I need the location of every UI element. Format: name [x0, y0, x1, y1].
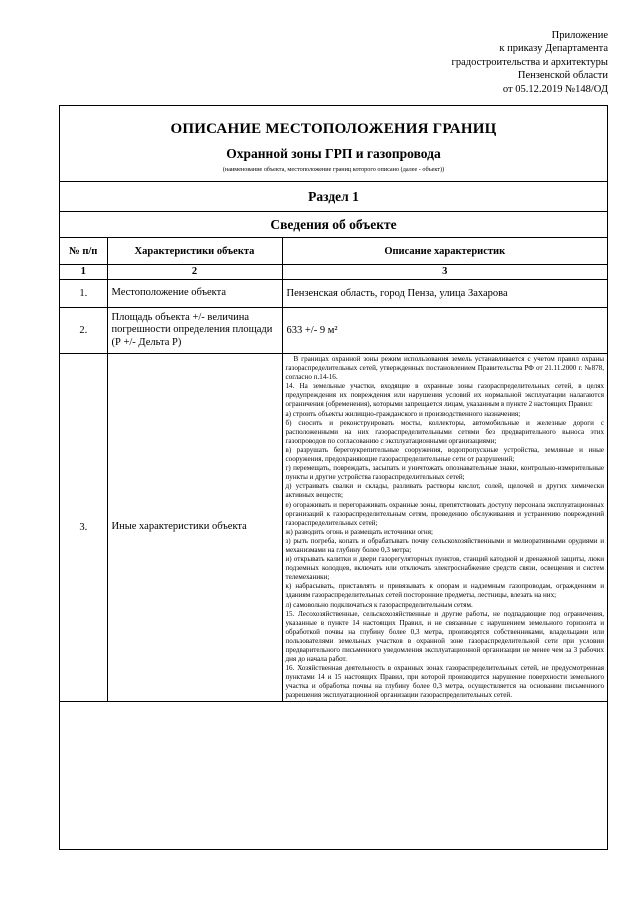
- appendix-line: Приложение: [551, 30, 608, 41]
- row-description: 633 +/- 9 м²: [282, 308, 607, 354]
- row-number: 2.: [60, 308, 107, 354]
- description-paragraph: 14. На земельные участки, входящие в охранные зоны газораспределительных сетей, в целях предупреждения их повреждения или нарушения условий их нормальной эксплуатации налагаются ограничения (обременения), которыми запрещается лицам, указанным в пункте 2 настоящих Правил:: [285, 382, 604, 409]
- description-paragraph: к) набрасывать, приставлять и привязывать к опорам и надземным газопроводам, ограждениям и зданиям газораспределительных сетей посторонние предметы, лестницы, влезать на них;: [285, 582, 604, 600]
- row-characteristic: Площадь объекта +/- величина погрешности определения площади (Р +/- Дельта Р): [107, 308, 282, 354]
- description-paragraph: ж) разводить огонь и размещать источники огня;: [285, 527, 433, 536]
- title-block: [60, 106, 607, 182]
- description-paragraph: 16. Хозяйственная деятельность в охранных зонах газораспределительных сетей, не предусмотренная пунктами 14 и 15 настоящих Правил, при которой производится нарушение поверхности земельного участка и обработка почвы на глубину более 0,3 метра, осуществляется на основании письменного разрешения эксплуатационной организации газораспределительных сетей.: [285, 664, 604, 700]
- object-info-table: [60, 238, 607, 702]
- description-paragraph: б) сносить и реконструировать мосты, коллекторы, автомобильные и железные дороги с расположенными на них газораспределительными сетями без предварительного выноса этих газопроводов по согласованию с эксплуатационными организациями;: [285, 418, 604, 445]
- document-caption: (наименование объекта, местоположение границ которого описано (далее - объект)): [222, 166, 445, 173]
- column-index: 1: [60, 265, 107, 280]
- column-index: 2: [107, 265, 282, 280]
- table-row: [60, 280, 607, 308]
- description-paragraph: е) огораживать и перегораживать охранные зоны, препятствовать доступу персонала эксплуатационных организаций к газораспределительным сетям, проведению обслуживания и устранению повреждений газораспределительных сетей;: [285, 500, 604, 527]
- appendix-line: Пензенской области: [517, 70, 608, 82]
- description-paragraph: г) перемещать, повреждать, засыпать и уничтожать опознавательные знаки, контрольно-измерительные пункты и другие устройства газораспределительных сетей;: [285, 464, 604, 482]
- document-title: ОПИСАНИЕ МЕСТОПОЛОЖЕНИЯ ГРАНИЦ: [170, 121, 497, 137]
- description-paragraph: и) открывать калитки и двери газорегуляторных пунктов, станций катодной и дренажной защиты, люки подземных колодцев, включать или отключать электроснабжение средств связи, освещения и систем телемеханики;: [285, 555, 604, 582]
- description-paragraph: л) самовольно подключаться к газораспределительным сетям.: [285, 600, 473, 609]
- description-paragraph: В границах охранной зоны режим использования земель устанавливается с учетом правил охраны газораспределительных сетей, утвержденных постановлением Правительства РФ от 21.11.2000 г. №878, согласно п.14-16.: [285, 355, 604, 382]
- description-paragraph: з) рыть погреба, копать и обрабатывать почву сельскохозяйственными и мелиоративными орудиями и механизмами на глубину более 0,3 метра;: [285, 536, 604, 554]
- description-paragraph: в) разрушать берегоукрепительные сооружения, водопропускные устройства, земляные и иные сооружения, предохраняющие газораспределительные сети от разрушений;: [285, 445, 604, 464]
- column-index: 3: [282, 265, 607, 280]
- description-paragraph: а) строить объекты жилищно-гражданского и производственного назначения;: [285, 409, 521, 418]
- appendix-line: градостроительства и архитектуры: [451, 56, 608, 68]
- table-header-row: [60, 238, 607, 265]
- appendix-header: [348, 29, 608, 96]
- header-characteristic: Характеристики объекта: [107, 238, 282, 265]
- document-subtitle: Охранной зоны ГРП и газопровода: [226, 146, 441, 161]
- row-number: 3.: [60, 354, 107, 702]
- section-title: Сведения об объекте: [60, 212, 607, 238]
- header-description: Описание характеристик: [282, 238, 607, 265]
- column-index-row: [60, 265, 607, 280]
- row-description: [282, 354, 607, 702]
- description-paragraph: д) устраивать свалки и склады, разливать растворы кислот, солей, щелочей и других химически активных веществ;: [285, 482, 604, 500]
- row-number: 1.: [60, 280, 107, 308]
- appendix-line: к приказу Департамента: [499, 43, 608, 55]
- table-row: [60, 354, 607, 702]
- document-frame: [59, 105, 608, 850]
- section-heading: Раздел 1: [60, 182, 607, 212]
- header-number: № п/п: [60, 238, 107, 265]
- row-description: Пензенская область, город Пенза, улица Захарова: [282, 280, 607, 308]
- row-characteristic: Иные характеристики объекта: [107, 354, 282, 702]
- row-characteristic: Местоположение объекта: [107, 280, 282, 308]
- appendix-line: от 05.12.2019 №148/ОД: [502, 83, 608, 95]
- description-paragraph: 15. Лесохозяйственные, сельскохозяйственные и другие работы, не подпадающие под ограничения, указанные в пункте 14 настоящих Правил, и не связанные с нарушением земельного горизонта и обработкой почвы на глубину более 0,3 метра, производятся собственниками, владельцами или пользователями земельных участков в охранной зоне газораспределительной сети при условии предварительного письменного уведомления эксплуатационной организации не менее чем за 3 рабочих дня до начала работ.: [285, 609, 604, 664]
- table-row: [60, 308, 607, 354]
